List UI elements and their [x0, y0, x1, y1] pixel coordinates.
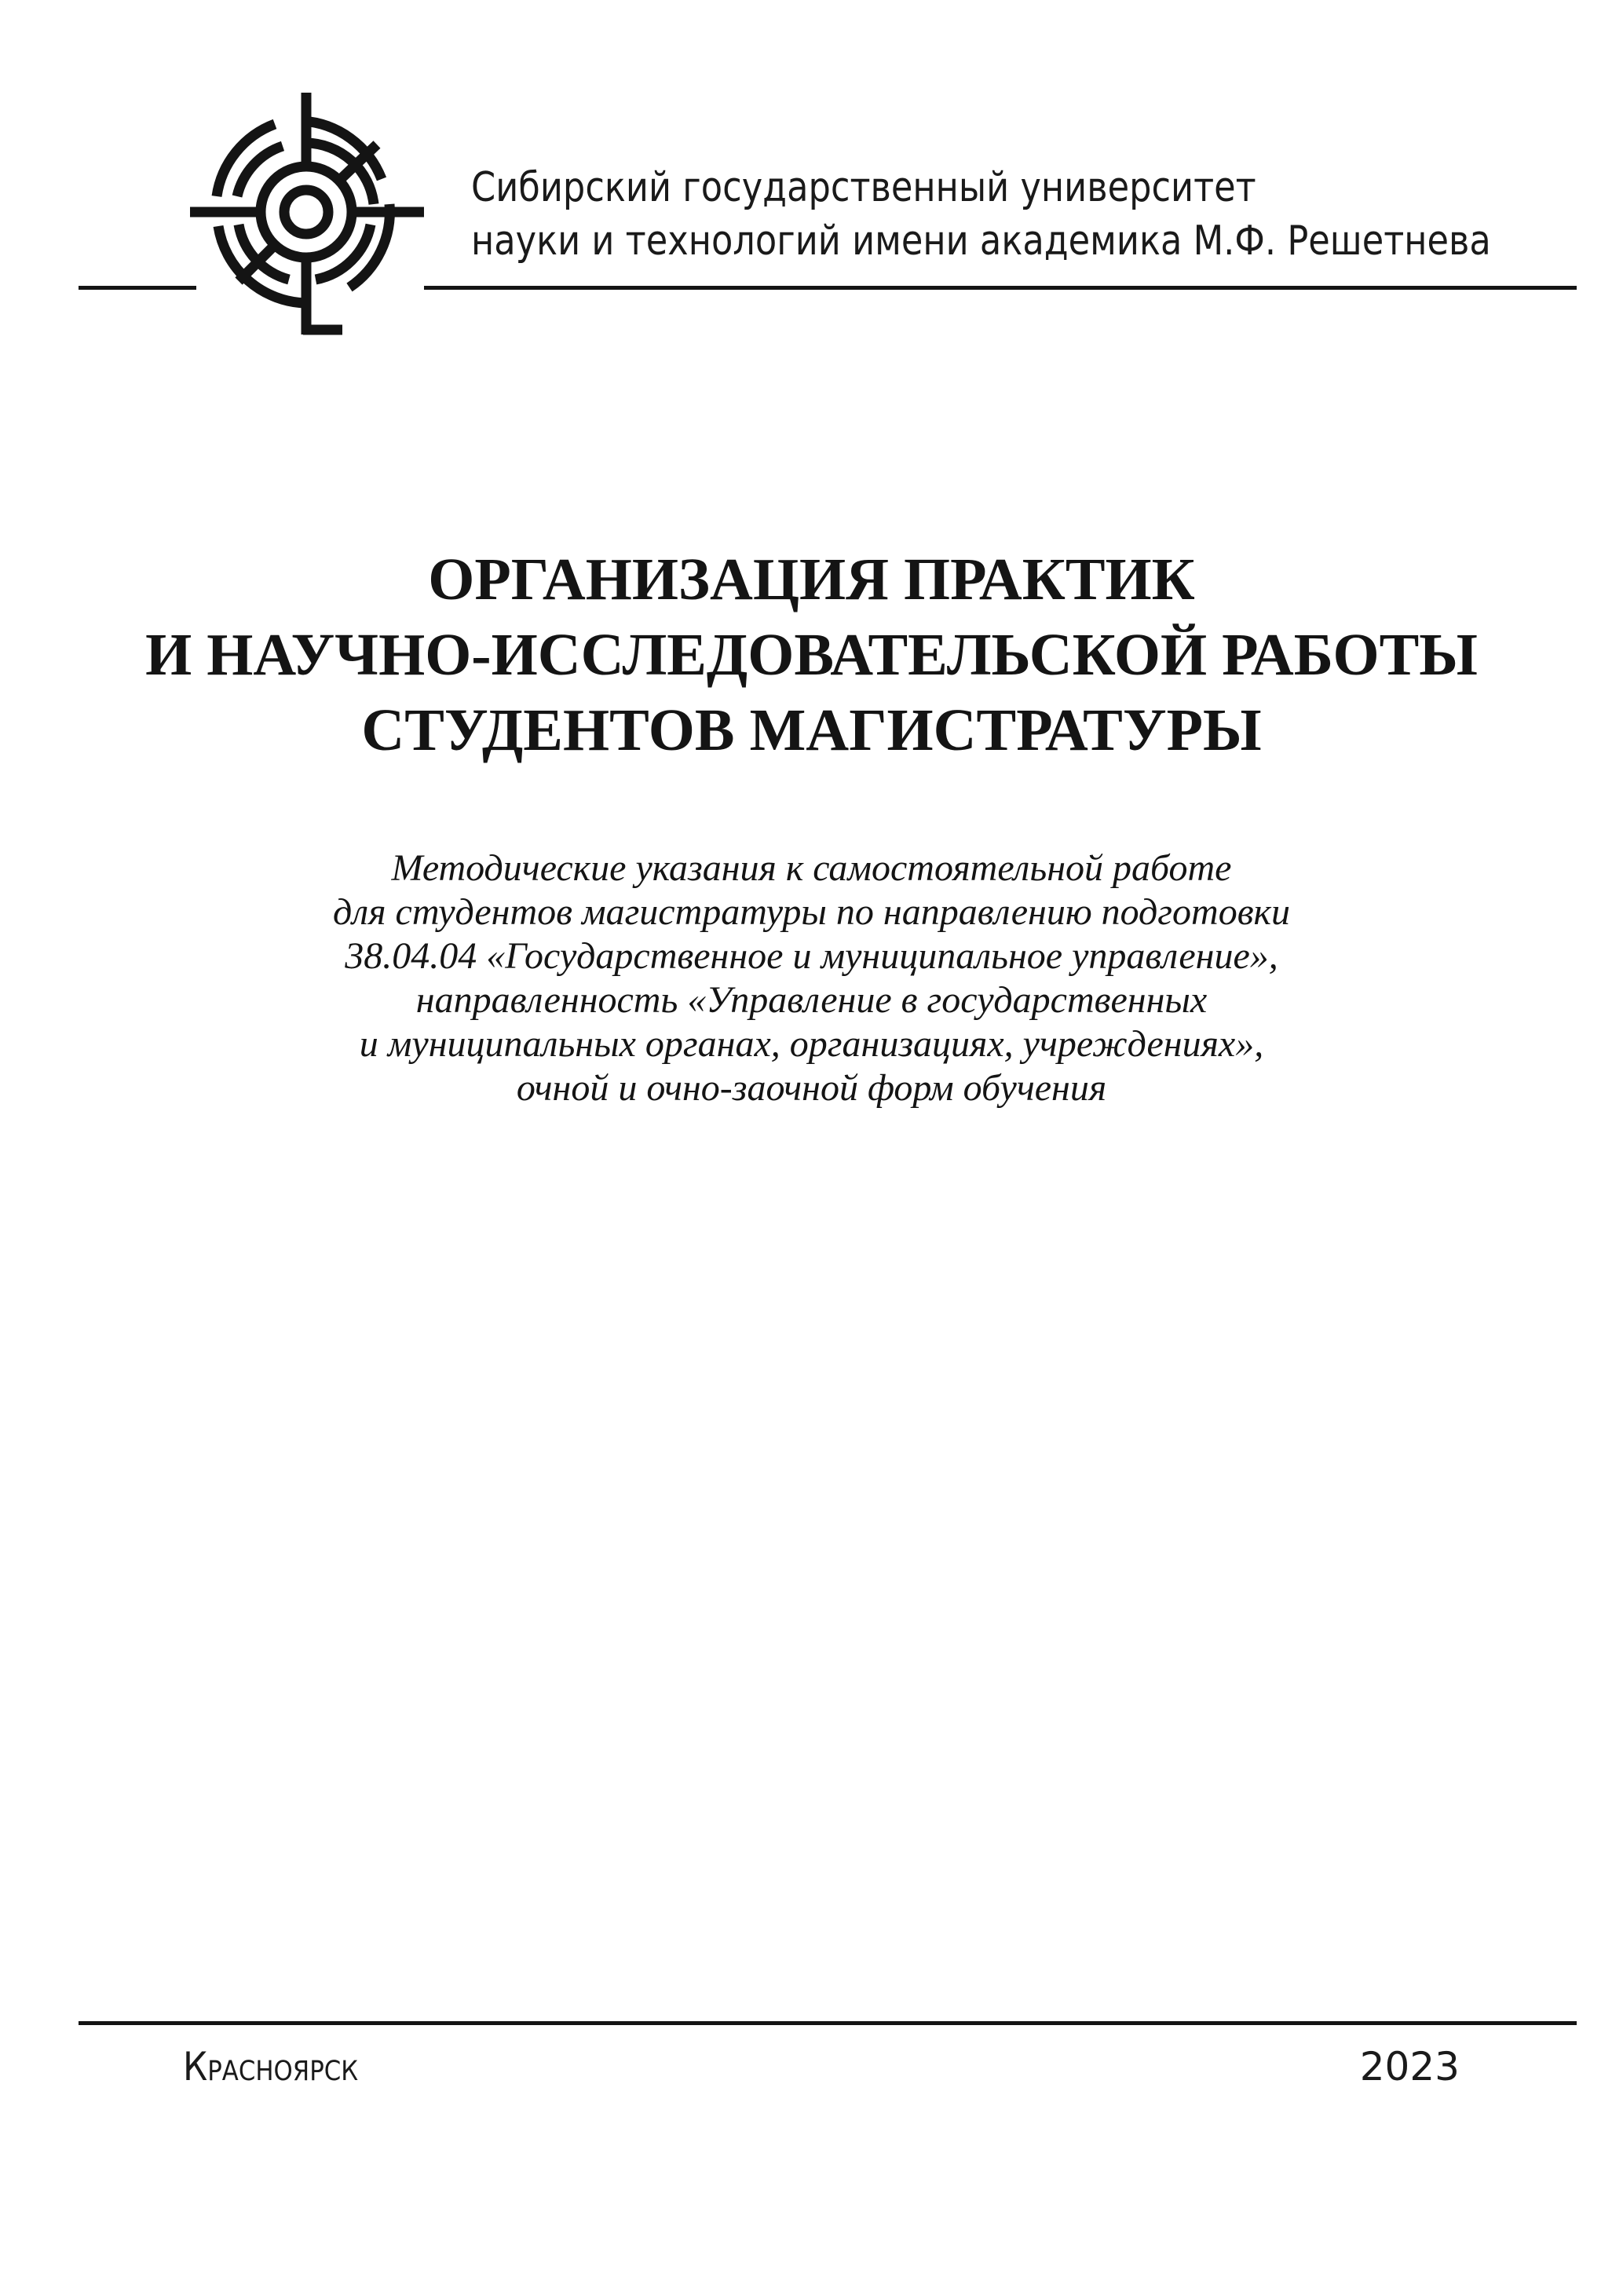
university-emblem-icon — [188, 86, 424, 338]
document-title — [0, 542, 1623, 768]
subtitle-line: Методические указания к самостоятельной работе — [391, 847, 1232, 889]
subtitle-line: направленность «Управление в государственных — [415, 979, 1208, 1021]
document-subtitle — [0, 846, 1623, 1110]
subtitle-line: и муниципальных органах, организациях, учреждениях», — [359, 1023, 1264, 1065]
title-line: ОРГАНИЗАЦИЯ ПРАКТИК — [428, 547, 1195, 612]
university-name — [471, 161, 1491, 268]
subtitle-line: 38.04.04 «Государственное и муниципальное управление», — [345, 935, 1278, 977]
subtitle-line: для студентов магистратуры по направлению подготовки — [333, 891, 1290, 933]
title-line: СТУДЕНТОВ МАГИСТРАТУРЫ — [361, 697, 1262, 763]
header-rule-left — [79, 286, 196, 290]
header-rule-right — [424, 286, 1577, 290]
university-name-line: Сибирский государственный университет — [471, 164, 1256, 211]
footer-rule — [79, 2021, 1577, 2025]
subtitle-line: очной и очно-заочной форм обучения — [516, 1067, 1107, 1109]
title-line: И НАУЧНО-ИССЛЕДОВАТЕЛЬСКОЙ РАБОТЫ — [145, 622, 1478, 688]
university-name-line: науки и технологий имени академика М.Ф. Решетнева — [471, 218, 1491, 265]
footer-city: Красноярск — [183, 2044, 359, 2089]
footer-year: 2023 — [1359, 2044, 1460, 2089]
